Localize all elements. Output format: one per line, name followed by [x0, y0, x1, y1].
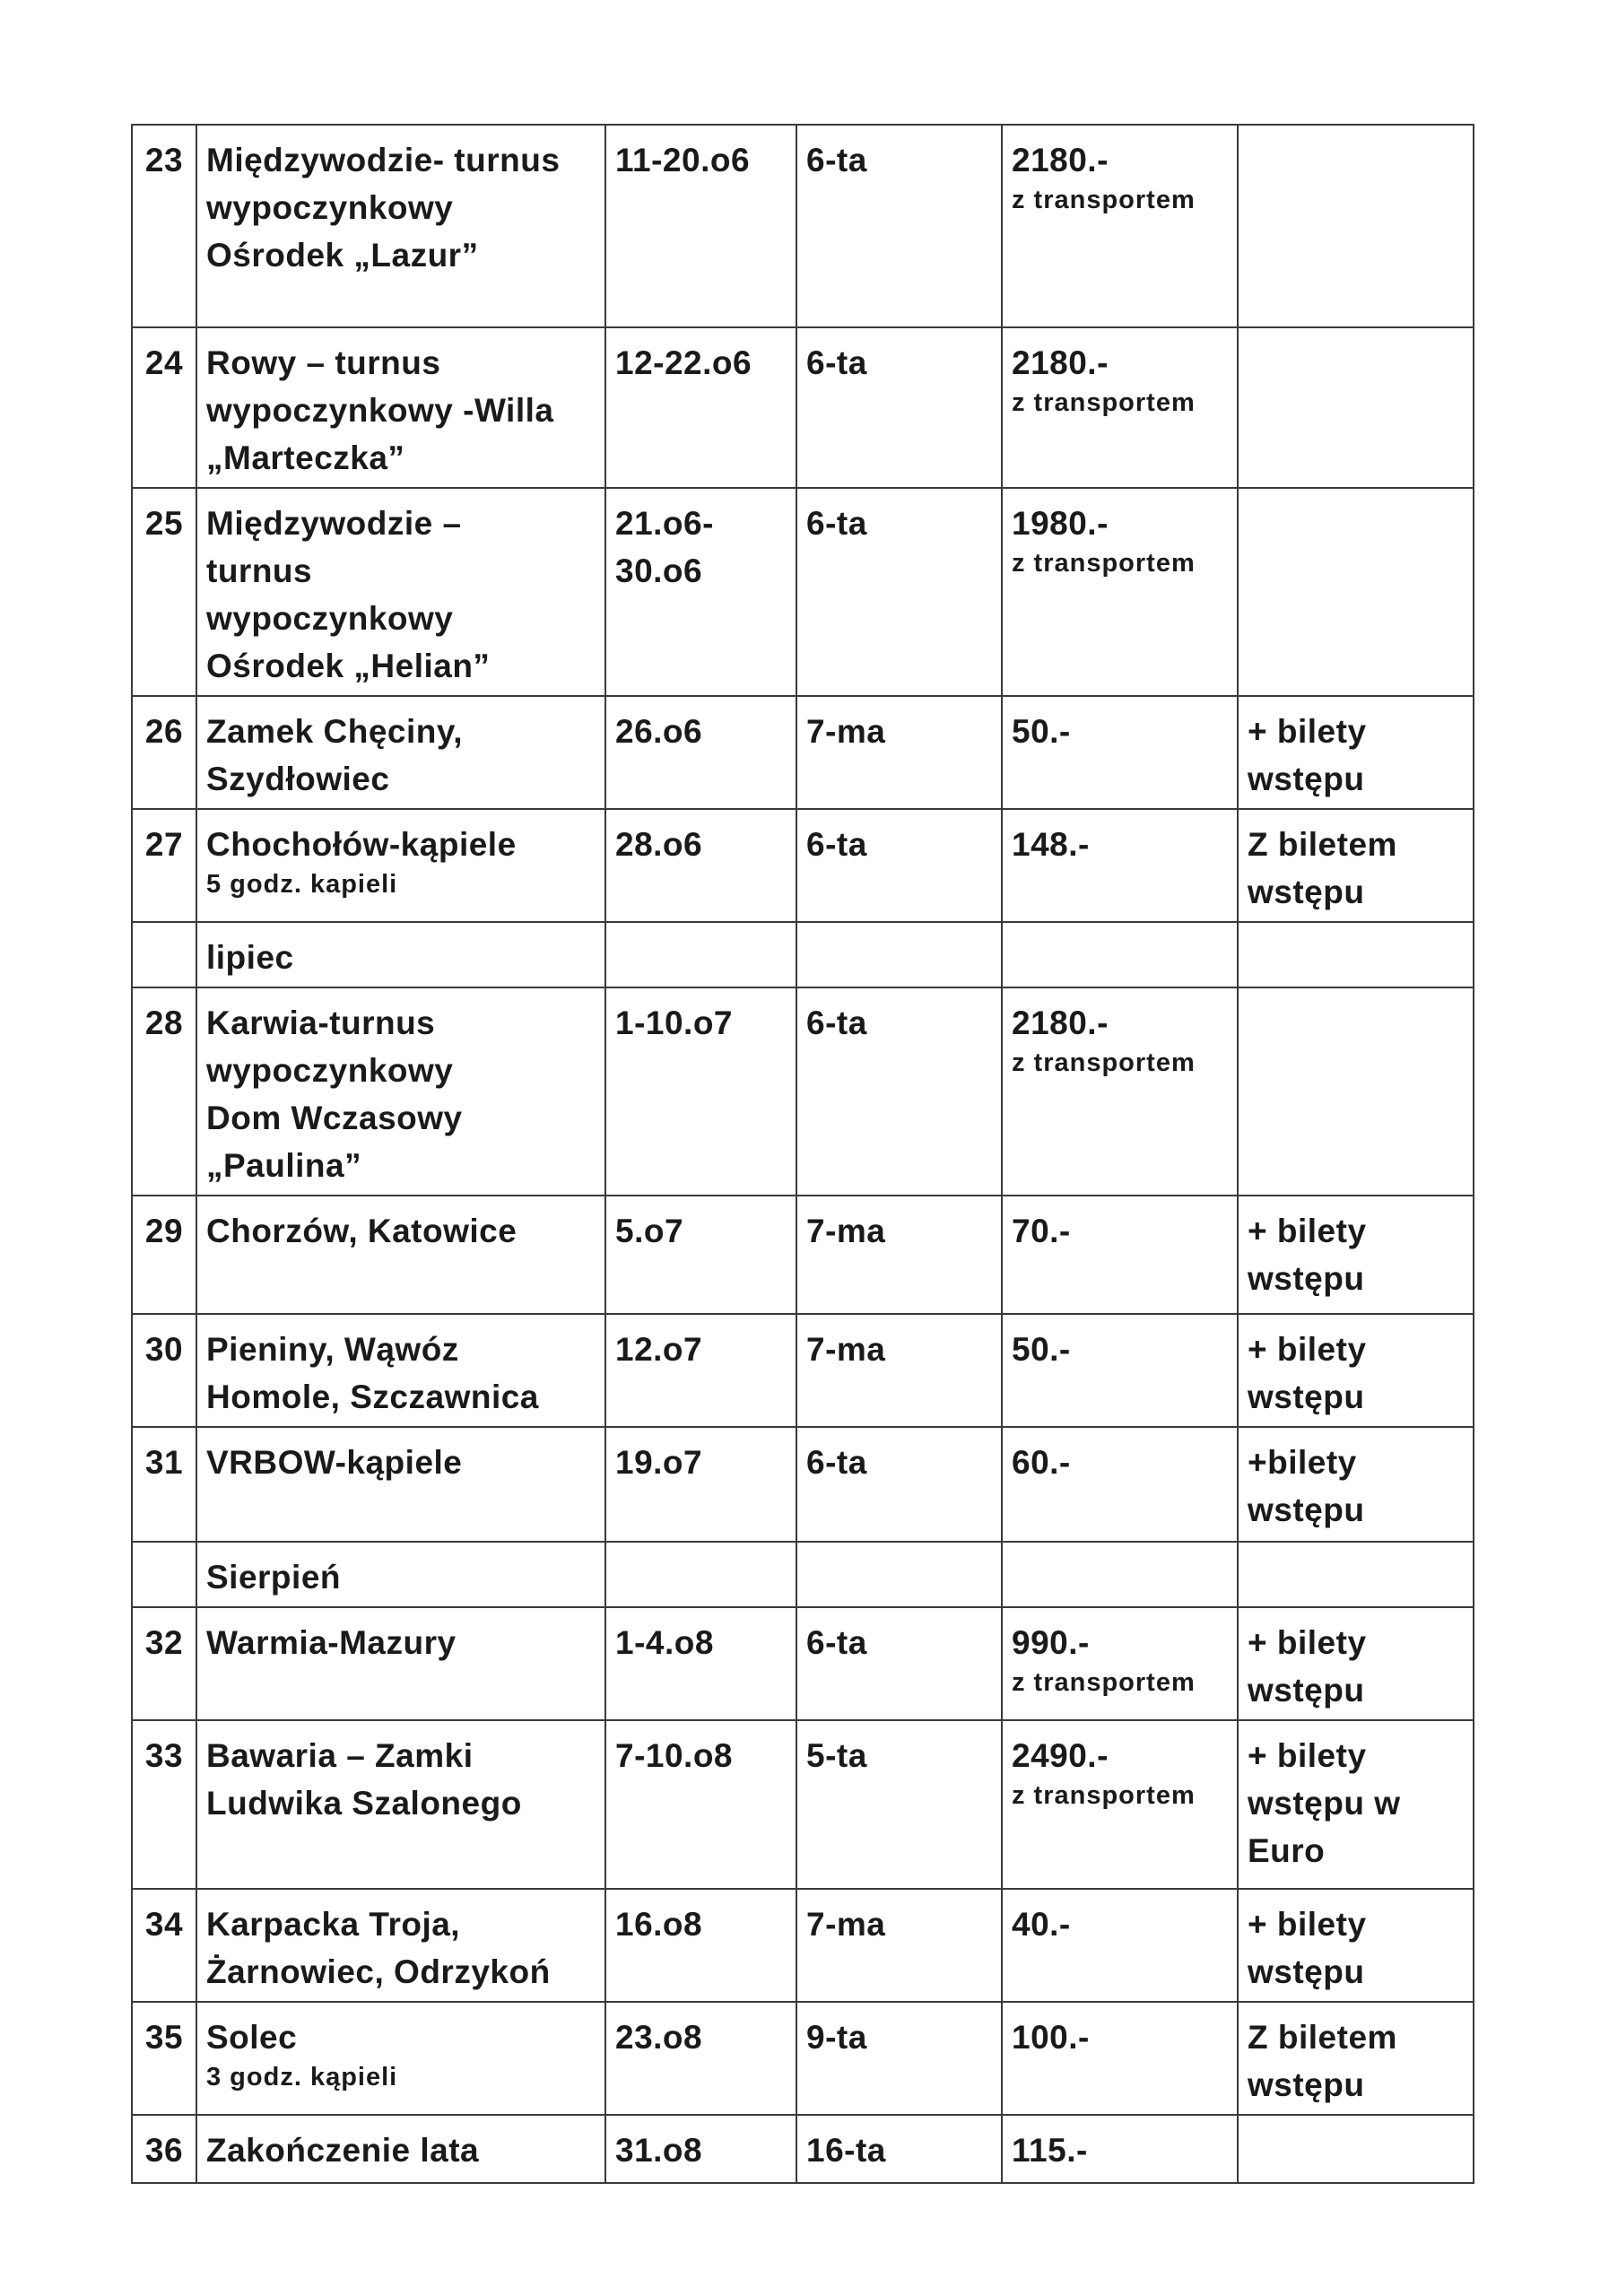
row-number: 24: [132, 327, 196, 488]
price-value: 50.-: [1012, 1331, 1071, 1368]
row-number: 31: [132, 1427, 196, 1542]
age-cell: 6-ta: [796, 987, 1002, 1196]
table-row: [132, 696, 1474, 809]
ticket-note-line: wstępu: [1248, 1260, 1365, 1297]
destination-line: VRBOW-kąpiele: [206, 1444, 463, 1481]
trips-table-body: [132, 125, 1474, 2183]
age-cell: 6-ta: [796, 809, 1002, 922]
destination-line: Warmia-Mazury: [206, 1624, 457, 1661]
ticket-note-cell: [1238, 1720, 1474, 1889]
destination-line: Zamek Chęciny,: [206, 713, 463, 750]
destination-line: Karpacka Troja,: [206, 1906, 461, 1943]
destination-cell: [196, 1314, 605, 1427]
date-line: 26.o6: [615, 713, 703, 750]
ticket-note-cell: [1238, 2115, 1474, 2183]
price-note: z transportem: [1012, 186, 1196, 214]
price-note: z transportem: [1012, 1781, 1196, 1810]
destination-cell: [196, 987, 605, 1196]
price-cell: [1002, 327, 1238, 488]
price-cell: [1002, 1314, 1238, 1427]
ticket-note-cell: [1238, 2002, 1474, 2115]
date-line: 12-22.o6: [615, 344, 752, 381]
price-value: 40.-: [1012, 1906, 1071, 1943]
price-cell: [1002, 696, 1238, 809]
empty-cell: [796, 922, 1002, 987]
destination-line: Chochołów-kąpiele: [206, 826, 517, 863]
price-cell: [1002, 1720, 1238, 1889]
date-line: 12.o7: [615, 1331, 703, 1368]
destination-line: Szydłowiec: [206, 761, 390, 797]
row-number: 35: [132, 2002, 196, 2115]
destination-line: Międzywodzie –: [206, 505, 462, 542]
row-number: 32: [132, 1607, 196, 1720]
price-note: z transportem: [1012, 388, 1196, 417]
price-cell: [1002, 1427, 1238, 1542]
destination-line: Międzywodzie- turnus: [206, 142, 561, 178]
table-row: [132, 1607, 1474, 1720]
row-number-cell: [132, 1542, 196, 1607]
destination-cell: [196, 125, 605, 327]
price-value: 50.-: [1012, 713, 1071, 750]
date-line: 16.o8: [615, 1906, 703, 1943]
date-cell: [605, 1196, 796, 1314]
month-row: [132, 922, 1474, 987]
destination-line: Solec: [206, 2019, 298, 2056]
destination-line: Ośrodek „Lazur”: [206, 237, 479, 274]
destination-line: „Marteczka”: [206, 439, 405, 476]
age-cell: 7-ma: [796, 1196, 1002, 1314]
age-cell: 6-ta: [796, 125, 1002, 327]
ticket-note-line: wstępu: [1248, 1672, 1365, 1709]
date-line: 1-4.o8: [615, 1624, 714, 1661]
table-row: [132, 809, 1474, 922]
ticket-note-line: + bilety: [1248, 1331, 1367, 1368]
destination-line: Ludwika Szalonego: [206, 1785, 522, 1822]
month-label-cell: [196, 1542, 605, 1607]
age-cell: 9-ta: [796, 2002, 1002, 2115]
destination-line: Karwia-turnus: [206, 1004, 436, 1041]
destination-line: Ośrodek „Helian”: [206, 648, 491, 684]
month-row: [132, 1542, 1474, 1607]
destination-note: 3 godz. kąpieli: [206, 2063, 398, 2092]
destination-line: wypoczynkowy: [206, 1052, 454, 1089]
ticket-note-cell: [1238, 1314, 1474, 1427]
date-cell: [605, 1720, 796, 1889]
table-row: [132, 125, 1474, 327]
age-cell: 7-ma: [796, 696, 1002, 809]
row-number: 27: [132, 809, 196, 922]
ticket-note-line: wstępu: [1248, 2066, 1365, 2103]
destination-line: wypoczynkowy: [206, 600, 454, 637]
empty-cell: [605, 1542, 796, 1607]
price-value: 60.-: [1012, 1444, 1071, 1481]
row-number: 25: [132, 488, 196, 696]
age-cell: 6-ta: [796, 1607, 1002, 1720]
age-cell: 7-ma: [796, 1889, 1002, 2002]
date-cell: [605, 696, 796, 809]
month-label: lipiec: [206, 939, 294, 976]
destination-line: wypoczynkowy -Willa: [206, 392, 554, 429]
row-number: 28: [132, 987, 196, 1196]
price-cell: [1002, 488, 1238, 696]
price-value: 2180.-: [1012, 1004, 1109, 1041]
empty-cell: [1002, 922, 1238, 987]
destination-line: Chorzów, Katowice: [206, 1213, 517, 1249]
ticket-note-line: wstępu: [1248, 761, 1365, 797]
destination-line: Pieniny, Wąwóz: [206, 1331, 459, 1368]
destination-line: „Paulina”: [206, 1147, 362, 1184]
price-note: z transportem: [1012, 549, 1196, 578]
date-cell: [605, 2002, 796, 2115]
date-line: 30.o6: [615, 552, 703, 589]
price-value: 115.-: [1012, 2132, 1088, 2169]
month-label-cell: [196, 922, 605, 987]
table-row: [132, 1196, 1474, 1314]
price-value: 100.-: [1012, 2019, 1090, 2056]
price-value: 70.-: [1012, 1213, 1071, 1249]
row-number: 34: [132, 1889, 196, 2002]
empty-cell: [1238, 922, 1474, 987]
destination-line: Dom Wczasowy: [206, 1100, 463, 1136]
row-number: 23: [132, 125, 196, 327]
date-cell: [605, 327, 796, 488]
date-line: 19.o7: [615, 1444, 703, 1481]
destination-line: Zakończenie lata: [206, 2132, 480, 2169]
trips-table: [131, 124, 1474, 2184]
ticket-note-cell: [1238, 327, 1474, 488]
price-cell: [1002, 2002, 1238, 2115]
empty-cell: [1238, 1542, 1474, 1607]
table-row: [132, 2002, 1474, 2115]
ticket-note-cell: [1238, 1889, 1474, 2002]
destination-line: Rowy – turnus: [206, 344, 441, 381]
date-line: 31.o8: [615, 2132, 703, 2169]
table-row: [132, 488, 1474, 696]
price-note: z transportem: [1012, 1668, 1196, 1697]
ticket-note-line: +bilety: [1248, 1444, 1357, 1481]
ticket-note-line: wstępu: [1248, 1378, 1365, 1415]
price-cell: [1002, 125, 1238, 327]
table-row: [132, 1720, 1474, 1889]
price-cell: [1002, 809, 1238, 922]
date-cell: [605, 1607, 796, 1720]
destination-cell: [196, 696, 605, 809]
destination-cell: [196, 809, 605, 922]
ticket-note-cell: [1238, 1607, 1474, 1720]
price-value: 990.-: [1012, 1624, 1090, 1661]
ticket-note-line: + bilety: [1248, 1737, 1367, 1774]
destination-cell: [196, 1889, 605, 2002]
date-cell: [605, 987, 796, 1196]
age-cell: 6-ta: [796, 1427, 1002, 1542]
age-cell: 5-ta: [796, 1720, 1002, 1889]
ticket-note-line: wstępu: [1248, 1492, 1365, 1528]
empty-cell: [796, 1542, 1002, 1607]
ticket-note-cell: [1238, 1427, 1474, 1542]
table-row: [132, 987, 1474, 1196]
ticket-note-cell: [1238, 809, 1474, 922]
destination-line: turnus: [206, 552, 313, 589]
destination-line: Żarnowiec, Odrzykoń: [206, 1953, 551, 1990]
price-cell: [1002, 2115, 1238, 2183]
destination-cell: [196, 488, 605, 696]
destination-cell: [196, 327, 605, 488]
month-label: Sierpień: [206, 1559, 341, 1596]
destination-line: wypoczynkowy: [206, 189, 454, 226]
date-cell: [605, 2115, 796, 2183]
ticket-note-line: + bilety: [1248, 1624, 1367, 1661]
ticket-note-line: Z biletem: [1248, 826, 1397, 863]
date-line: 7-10.o8: [615, 1737, 734, 1774]
date-cell: [605, 809, 796, 922]
row-number-cell: [132, 922, 196, 987]
age-cell: 16-ta: [796, 2115, 1002, 2183]
row-number: 26: [132, 696, 196, 809]
row-number: 30: [132, 1314, 196, 1427]
price-cell: [1002, 1196, 1238, 1314]
date-cell: [605, 1427, 796, 1542]
ticket-note-line: wstępu: [1248, 874, 1365, 910]
destination-cell: [196, 1607, 605, 1720]
date-cell: [605, 488, 796, 696]
ticket-note-line: + bilety: [1248, 713, 1367, 750]
ticket-note-line: wstępu w: [1248, 1785, 1401, 1822]
age-cell: 6-ta: [796, 488, 1002, 696]
price-cell: [1002, 1607, 1238, 1720]
date-line: 5.o7: [615, 1213, 684, 1249]
age-cell: 6-ta: [796, 327, 1002, 488]
ticket-note-line: + bilety: [1248, 1906, 1367, 1943]
date-cell: [605, 125, 796, 327]
ticket-note-cell: [1238, 696, 1474, 809]
ticket-note-cell: [1238, 488, 1474, 696]
table-row: [132, 1314, 1474, 1427]
table-row: [132, 327, 1474, 488]
price-note: z transportem: [1012, 1048, 1196, 1077]
table-row: [132, 1889, 1474, 2002]
row-number: 33: [132, 1720, 196, 1889]
empty-cell: [605, 922, 796, 987]
price-value: 2180.-: [1012, 142, 1109, 178]
destination-cell: [196, 2002, 605, 2115]
ticket-note-line: + bilety: [1248, 1213, 1367, 1249]
price-value: 2180.-: [1012, 344, 1109, 381]
price-value: 2490.-: [1012, 1737, 1109, 1774]
age-cell: 7-ma: [796, 1314, 1002, 1427]
price-cell: [1002, 987, 1238, 1196]
date-line: 11-20.o6: [615, 142, 751, 178]
destination-line: Bawaria – Zamki: [206, 1737, 474, 1774]
ticket-note-cell: [1238, 987, 1474, 1196]
table-row: [132, 1427, 1474, 1542]
ticket-note-line: Z biletem: [1248, 2019, 1397, 2056]
date-cell: [605, 1314, 796, 1427]
date-cell: [605, 1889, 796, 2002]
date-line: 23.o8: [615, 2019, 703, 2056]
destination-cell: [196, 1720, 605, 1889]
ticket-note-line: wstępu: [1248, 1953, 1365, 1990]
table-row: [132, 2115, 1474, 2183]
destination-cell: [196, 1196, 605, 1314]
row-number: 29: [132, 1196, 196, 1314]
destination-cell: [196, 1427, 605, 1542]
row-number: 36: [132, 2115, 196, 2183]
date-line: 1-10.o7: [615, 1004, 734, 1041]
date-line: 21.o6-: [615, 505, 714, 542]
ticket-note-cell: [1238, 1196, 1474, 1314]
date-line: 28.o6: [615, 826, 703, 863]
empty-cell: [1002, 1542, 1238, 1607]
destination-cell: [196, 2115, 605, 2183]
price-value: 1980.-: [1012, 505, 1109, 542]
ticket-note-line: Euro: [1248, 1832, 1326, 1869]
ticket-note-cell: [1238, 125, 1474, 327]
price-cell: [1002, 1889, 1238, 2002]
price-value: 148.-: [1012, 826, 1090, 863]
destination-line: Homole, Szczawnica: [206, 1378, 539, 1415]
destination-note: 5 godz. kapieli: [206, 870, 398, 899]
